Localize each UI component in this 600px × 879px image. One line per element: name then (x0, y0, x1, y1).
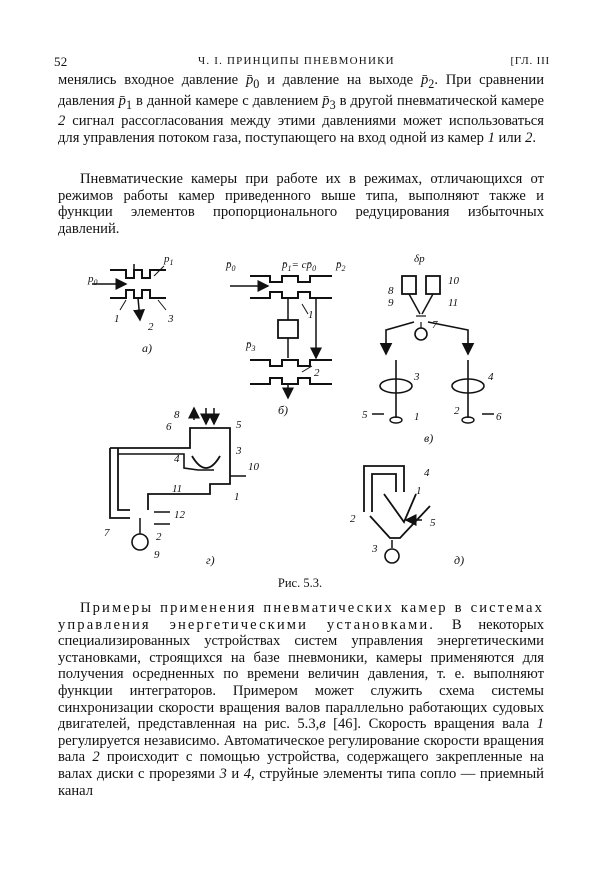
panel-g-scheme (110, 408, 246, 550)
panel-v-num3: 3 (414, 371, 420, 383)
figure-diagram (70, 248, 540, 568)
panel-v-num2: 2 (454, 405, 460, 417)
panel-g-num10: 10 (248, 461, 259, 473)
panel-v-num5: 5 (362, 409, 368, 421)
panel-a-chamber (92, 264, 166, 320)
chapter-ref: [ГЛ. III (510, 55, 550, 67)
panel-v-num7: 7 (432, 319, 438, 331)
panel-g-num2: 2 (156, 531, 162, 543)
panel-b-p3-label: $p̄_3$ (246, 339, 256, 353)
panel-v-num10: 10 (448, 275, 459, 287)
panel-a-p1-label: $p_1$ (164, 253, 174, 267)
panel-b-p0-label: $p̄_0$ (226, 259, 236, 273)
panel-v-num8: 8 (388, 285, 394, 297)
panel-a-num1: 1 (114, 313, 120, 325)
panel-g-num1: 1 (234, 491, 240, 503)
panel-v-label: в) (424, 431, 434, 445)
panel-d-label: д) (454, 553, 465, 567)
panel-g-num9: 9 (154, 549, 160, 561)
panel-b-p1-label: $p̄_1=$ $cp̄_0$ (282, 259, 317, 273)
panel-d-num1: 1 (416, 485, 422, 497)
panel-v-dp: δp (414, 253, 425, 265)
panel-b-num2: 2 (314, 367, 320, 379)
panel-g-num4: 4 (174, 453, 180, 465)
panel-a-label: а) (142, 341, 152, 355)
panel-g-num3: 3 (236, 445, 242, 457)
paragraph-continuation: менялись входное давление $p̄_0$ и давление на выходе $p̄_2$. При сравнении давления $p̄_1$ в данной камере с давлением $p̄_3$ в другой пневматической камере 2 сигнал рассогласования между этими давлениями может использоваться для управления потоком газа, поступающего на вход одной из камер 1 или 2. (58, 72, 545, 146)
panel-b-num1: 1 (308, 309, 314, 321)
panel-g-num7: 7 (104, 527, 110, 539)
panel-v-num6: 6 (496, 411, 502, 423)
panel-d-num5: 5 (430, 517, 436, 529)
panel-g-num6: 6 (166, 421, 172, 433)
panel-v-num4: 4 (488, 371, 494, 383)
figure-5-3 (70, 248, 540, 588)
panel-d-num3: 3 (372, 543, 378, 555)
page-number: 52 (54, 54, 68, 69)
panel-g-label: г) (206, 553, 215, 567)
panel-v-num9: 9 (388, 297, 394, 309)
running-header (48, 54, 550, 74)
paragraph-examples: Примеры применения пневматических камер в системах управления энергетическими установками. В некоторых специализированных устройствах систем управления энергетическими установками, строящихся на базе пневмоники, камеры применяются для получения осредненных по времени величин давления, т. е. выполняют функции интеграторов. Примером может служить схема системы синхронизации скорости вращения валов параллельно работающих судовых двигателей, представленная на рис. 5.3,в [46]. Скорость вращения вала 1 регулируется независимо. Автоматическое регулирование скорости вращения вала 2 происходит с помощью устройства, содержащего закрепленные на валах диски с прорезями 3 и 4, струйные элементы типа сопло — приемный канал (58, 600, 544, 799)
panel-b-label: б) (278, 403, 289, 417)
panel-b-p2-label: $p̄_2$ (336, 259, 346, 273)
panel-g-num8: 8 (174, 409, 180, 421)
panel-b-chambers (230, 276, 332, 398)
panel-v-num1: 1 (414, 411, 420, 423)
chapter-title: Ч. I. ПРИНЦИПЫ ПНЕВМОНИКИ (198, 55, 395, 67)
panel-a-p0-label: $p_0$ (88, 273, 98, 287)
panel-g-num5: 5 (236, 419, 242, 431)
figure-caption: Рис. 5.3. (277, 576, 323, 590)
panel-v-num11: 11 (448, 297, 459, 309)
paragraph-pneumatic-chambers: Пневматические камеры при работе их в режимах, отличающихся от режимов работы камер приведенного выше типа, выполняют также и функции элементов пропорционального редуцирования избыточных давлений. (58, 171, 544, 237)
panel-a-num2: 2 (148, 321, 154, 333)
panel-d-num2: 2 (350, 513, 356, 525)
section-run-in-heading: Примеры применения пневматических камер в системах управления энергетическими установками. (58, 600, 544, 633)
panel-g-num12: 12 (174, 509, 185, 521)
panel-g-num11: 11 (172, 483, 183, 495)
panel-d-num4: 4 (424, 467, 430, 479)
panel-a-num3: 3 (168, 313, 174, 325)
